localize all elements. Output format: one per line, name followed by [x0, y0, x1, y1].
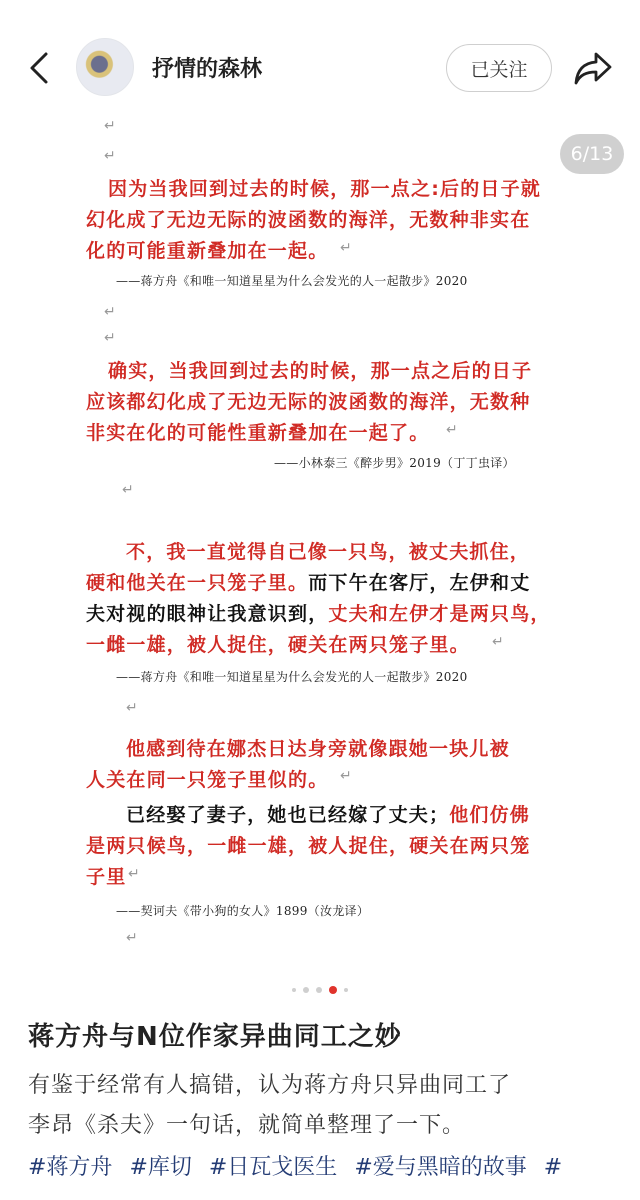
return-mark: ↵	[104, 330, 116, 346]
post-title: 蒋方舟与N位作家异曲同工之妙	[28, 1022, 402, 1052]
hashtag[interactable]: #日瓦戈医生	[208, 1155, 338, 1180]
return-mark: ↵	[104, 118, 116, 134]
avatar[interactable]	[76, 38, 134, 96]
quote-line: 化的可能重新叠加在一起。	[86, 240, 329, 262]
quote-line	[126, 800, 530, 831]
quote-line: 是两只候鸟，一雌一雄，被人捉住，硬关在两只笼	[86, 835, 531, 857]
post-body	[28, 1066, 628, 1146]
citation: ——蒋方舟《和唯一知道星星为什么会发光的人一起散步》2020	[116, 670, 468, 684]
quote-line: 非实在化的可能性重新叠加在一起了。	[86, 422, 430, 444]
return-mark: ↵	[126, 700, 138, 716]
quote-line: 一雌一雄，被人捉住，硬关在两只笼子里。	[86, 634, 470, 656]
return-mark: ↵	[446, 422, 458, 438]
quote-fragment: 丈夫和左伊才是两只鸟，	[328, 603, 551, 625]
carousel-indicator[interactable]	[0, 984, 640, 996]
return-mark: ↵	[122, 482, 134, 498]
carousel-dot-active[interactable]	[329, 986, 337, 994]
carousel-dot[interactable]	[292, 988, 296, 992]
citation: ——小林泰三《醉步男》2019（丁丁虫译）	[274, 456, 515, 470]
hashtag[interactable]: #	[543, 1155, 563, 1180]
quote-line: 因为当我回到过去的时候，那一点之:后的日子就	[108, 178, 541, 200]
quote-fragment: 已经娶了妻子，她也已经嫁了丈夫；	[126, 804, 450, 826]
quote-line: 他感到待在娜杰日达身旁就像跟她一块儿被	[126, 738, 510, 760]
quote-fragment: 而下午在客厅，左伊和丈	[308, 572, 531, 594]
hashtag-list	[28, 1148, 640, 1188]
follow-button[interactable]: 已关注	[446, 44, 552, 92]
carousel-dot[interactable]	[316, 987, 322, 993]
quote-line	[86, 599, 551, 630]
quote-fragment: 夫对视的眼神让我意识到，	[86, 603, 329, 625]
quote-fragment: 硬和他关在一只笼子里。	[86, 572, 309, 594]
return-mark: ↵	[340, 240, 352, 256]
hashtag[interactable]: #库切	[129, 1155, 192, 1180]
carousel-dot[interactable]	[303, 987, 309, 993]
quote-line: 幻化成了无边无际的波函数的海洋，无数种非实在	[86, 209, 531, 231]
return-mark: ↵	[492, 634, 504, 650]
author-name[interactable]: 抒情的森林	[152, 57, 263, 82]
share-button[interactable]	[572, 48, 614, 88]
return-mark: ↵	[104, 148, 116, 164]
quote-fragment: 他们仿佛	[449, 804, 531, 826]
top-bar	[0, 0, 640, 125]
quote-line: 人关在同一只笼子里似的。	[86, 769, 329, 791]
return-mark: ↵	[128, 866, 140, 882]
quote-line	[86, 568, 530, 599]
image-counter-badge: 6/13	[560, 134, 624, 174]
carousel-dot[interactable]	[344, 988, 348, 992]
return-mark: ↵	[126, 930, 138, 946]
post-body-line: 有鉴于经常有人搞错，认为蒋方舟只异曲同工了	[28, 1073, 512, 1098]
post-body-line: 李昂《杀夫》一句话，就简单整理了一下。	[28, 1113, 466, 1138]
return-mark: ↵	[340, 768, 352, 784]
return-mark: ↵	[104, 304, 116, 320]
quote-line: 应该都幻化成了无边无际的波函数的海洋，无数种	[86, 391, 531, 413]
hashtag[interactable]: #爱与黑暗的故事	[354, 1155, 527, 1180]
citation: ——蒋方舟《和唯一知道星星为什么会发光的人一起散步》2020	[116, 274, 468, 288]
chevron-left-icon	[22, 48, 58, 88]
citation: ——契诃夫《带小狗的女人》1899（汝龙译）	[116, 904, 370, 918]
quote-line: 确实，当我回到过去的时候，那一点之后的日子	[108, 360, 533, 382]
quote-line: 不，我一直觉得自己像一只鸟，被丈夫抓住，	[126, 541, 531, 563]
back-button[interactable]	[22, 48, 58, 88]
share-icon	[572, 48, 614, 88]
quote-line: 子里	[86, 866, 127, 888]
hashtag[interactable]: #蒋方舟	[28, 1155, 113, 1180]
